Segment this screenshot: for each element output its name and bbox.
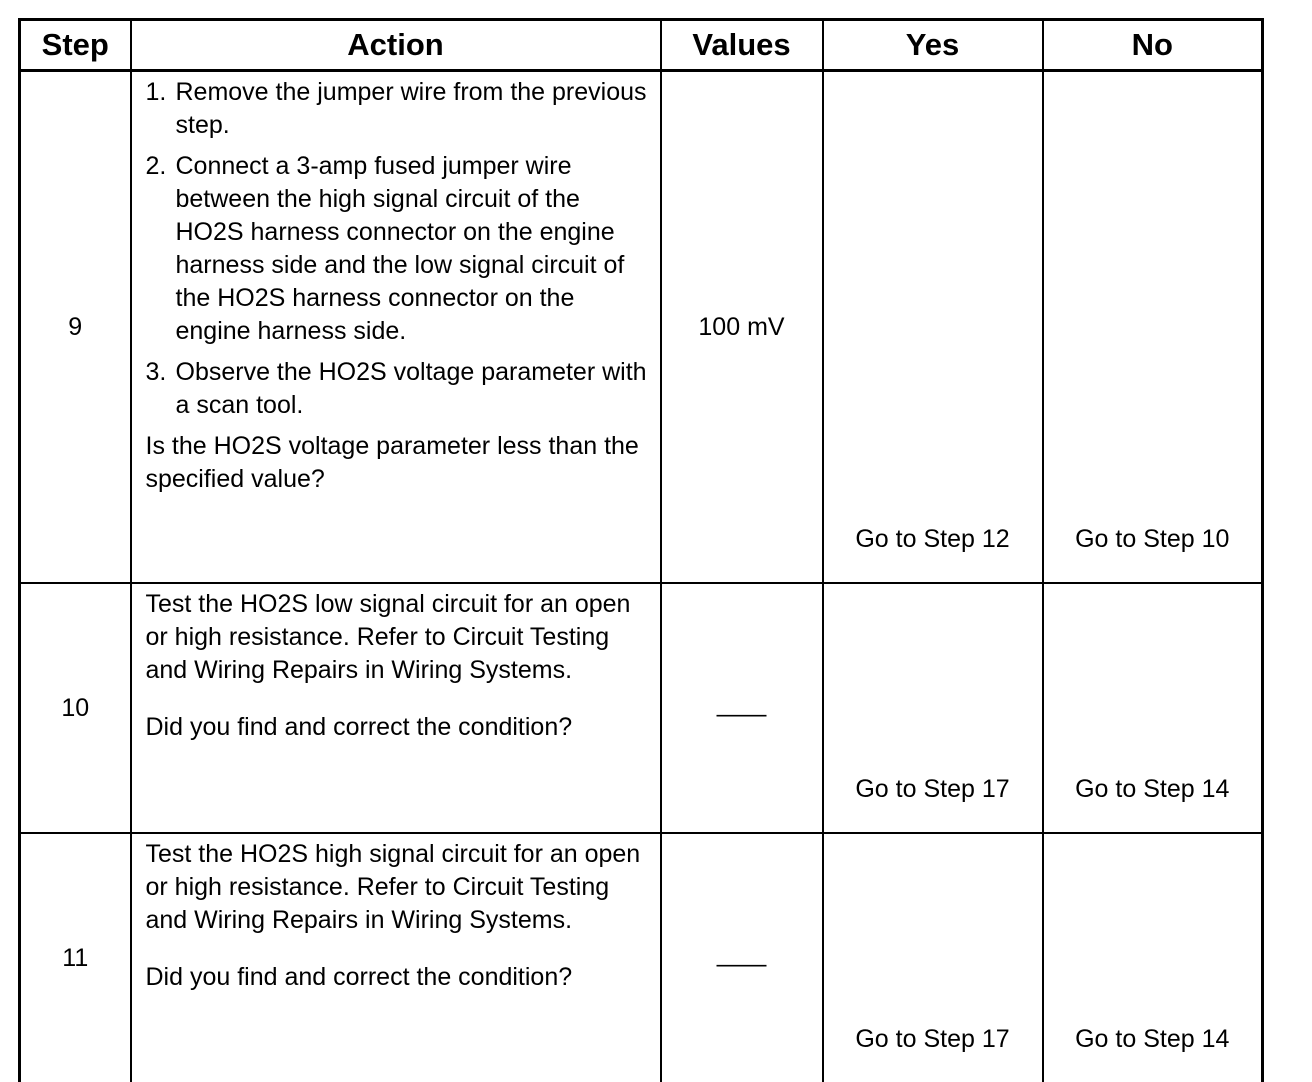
action-item-number: 3. [145, 358, 167, 386]
action-item [146, 76, 650, 142]
action-item-number: 1. [145, 78, 167, 106]
value-cell [661, 583, 823, 833]
value-cell [661, 833, 823, 1082]
step-number: 9 [20, 71, 131, 584]
header-no: No [1043, 20, 1263, 71]
action-list [146, 76, 650, 422]
action-question: Is the HO2S voltage parameter less than the specified value? [145, 432, 639, 493]
diagnostic-table [18, 18, 1264, 1082]
yes-cell: Go to Step 17 [823, 583, 1043, 833]
action-question: Did you find and correct the condition? [145, 963, 573, 991]
value-dash: —— [716, 699, 767, 728]
action-item-number: 2. [145, 152, 167, 180]
header-values: Values [661, 20, 823, 71]
yes-cell: Go to Step 12 [823, 71, 1043, 584]
no-cell: Go to Step 10 [1043, 71, 1263, 584]
table-row-step-10 [20, 583, 1263, 833]
action-item-text: Connect a 3-amp fused jumper wire between the high signal circuit of the HO2S harness connector on the engine harness side and the low signal circuit of the HO2S harness connector on the engine harness side. [175, 152, 625, 345]
action-item [146, 150, 650, 348]
step-number: 10 [20, 583, 131, 833]
step-number: 11 [20, 833, 131, 1082]
header-yes: Yes [823, 20, 1043, 71]
action-text: Test the HO2S high signal circuit for an open or high resistance. Refer to Circuit Testing and Wiring Repairs in Wiring Systems. [145, 840, 641, 934]
header-step: Step [20, 20, 131, 71]
action-cell [131, 833, 661, 1082]
value-cell: 100 mV [661, 71, 823, 584]
yes-cell: Go to Step 17 [823, 833, 1043, 1082]
action-item-text: Observe the HO2S voltage parameter with a scan tool. [175, 358, 647, 419]
no-cell: Go to Step 14 [1043, 833, 1263, 1082]
action-text: Test the HO2S low signal circuit for an open or high resistance. Refer to Circuit Testing and Wiring Repairs in Wiring Systems. [145, 590, 631, 684]
action-question: Did you find and correct the condition? [145, 713, 573, 741]
table-row-step-9 [20, 71, 1263, 584]
action-item [146, 356, 650, 422]
value-dash: —— [716, 949, 767, 978]
action-item-text: Remove the jumper wire from the previous step. [175, 78, 647, 139]
action-cell [131, 583, 661, 833]
table-row-step-11 [20, 833, 1263, 1082]
no-cell: Go to Step 14 [1043, 583, 1263, 833]
action-cell [131, 71, 661, 584]
header-action: Action [131, 20, 661, 71]
header-row [20, 20, 1263, 71]
